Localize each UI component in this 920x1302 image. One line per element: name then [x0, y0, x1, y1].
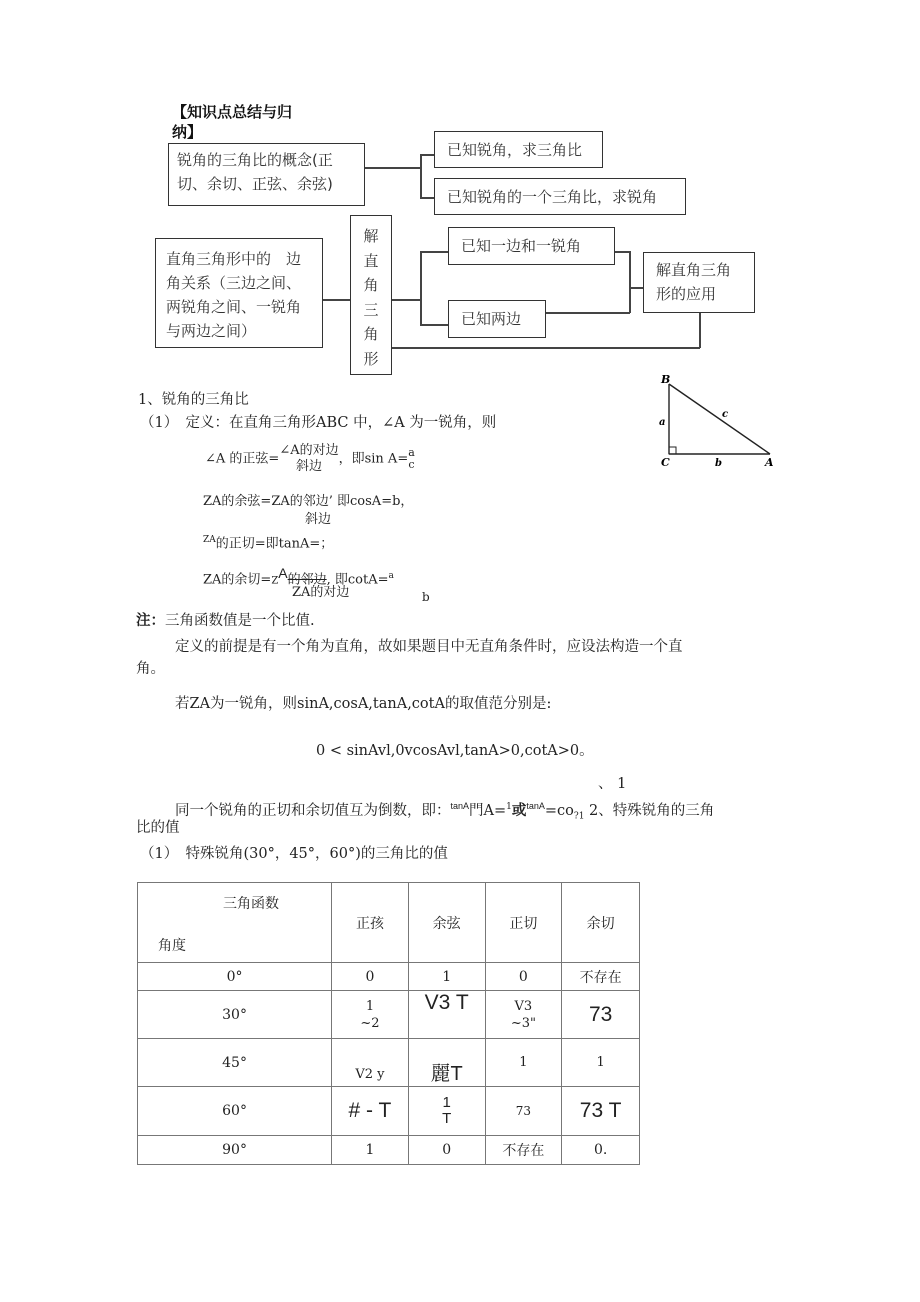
table-row — [138, 1039, 640, 1087]
definition-text: （1） 定义：在直角三角形ABC 中，∠A 为一锐角，则 — [140, 415, 497, 431]
reciprocal-line — [175, 796, 714, 827]
tan-sup: ZA — [203, 535, 216, 545]
value-cell: 73 — [562, 991, 640, 1039]
solve-char: 解 — [363, 227, 379, 245]
one-side-angle-text: 已知一边和一锐角 — [461, 237, 582, 255]
special-angles-subtitle: （1） 特殊锐角(30°，45°，60°)的三角比的值 — [140, 846, 448, 862]
corner-header — [138, 883, 332, 963]
cot-sup: A — [278, 565, 288, 581]
reciprocal-eq-2: =co — [544, 802, 574, 819]
two-sides-text: 已知两边 — [461, 310, 522, 328]
table-row — [138, 963, 640, 991]
connector — [420, 154, 422, 198]
value-cell: 0 — [332, 963, 409, 991]
right-triangle-figure — [655, 372, 785, 472]
value-cell: 1 T — [408, 1087, 485, 1136]
concept-box-line-1: 锐角的三角比的概念(正 — [177, 151, 333, 169]
application-box — [643, 252, 755, 313]
cos-numerator: ZA的邻边’ — [271, 494, 333, 509]
solve-char: 形 — [363, 349, 379, 368]
corner-bottom-label: 角度 — [158, 938, 186, 954]
value-cell: V3 T — [408, 991, 485, 1039]
reciprocal-sub: ?1 — [573, 811, 585, 822]
vertex-a-label: A — [765, 456, 774, 469]
angle-cell: 60° — [138, 1087, 332, 1136]
sin-fraction — [279, 443, 338, 475]
solve-triangle-box — [350, 215, 392, 375]
note-label: 注： — [136, 612, 165, 629]
corner-top-label: 三角函数 — [223, 896, 279, 912]
cot-rsup: a — [388, 571, 394, 581]
connector — [629, 251, 631, 313]
section-2-title-end: 比的值 — [136, 820, 180, 836]
application-line-2: 形的应用 — [656, 285, 717, 303]
sin-ratio-den: c — [408, 458, 415, 471]
connector — [420, 154, 434, 156]
connector — [546, 312, 630, 314]
vertex-c-label: C — [661, 456, 670, 469]
value-cell: 不存在 — [485, 1136, 562, 1165]
col-header-tan: 正切 — [485, 883, 562, 963]
relation-box — [155, 238, 323, 348]
tan-text: 的正切=即tanA=； — [215, 536, 334, 552]
sin-numerator: ∠A的对边 — [279, 443, 339, 458]
premise-paragraph: 定义的前提是有一个角为直角，故如果题目中无直角条件时，应设法构造一个直 — [175, 639, 683, 655]
reciprocal-fragment: 、 1 — [598, 776, 627, 792]
table-header-row — [138, 883, 640, 963]
connector — [615, 251, 630, 253]
known-ratio-text: 已知锐角的一个三角比，求锐角 — [447, 188, 658, 206]
sin-definition — [205, 443, 415, 475]
angle-cell: 30° — [138, 991, 332, 1039]
side-c — [669, 384, 770, 454]
sin-ratio-num: a — [408, 446, 415, 459]
connector — [420, 251, 422, 325]
value-cell: 不存在 — [562, 963, 640, 991]
relation-line-1: 直角三角形中的 边 — [166, 250, 302, 268]
two-sides-box — [448, 300, 546, 338]
value-cell: 1 — [562, 1039, 640, 1087]
cot-denominator: ZA的对边 — [292, 585, 350, 600]
col-header-cot: 余切 — [562, 883, 640, 963]
angle-cell: 0° — [138, 963, 332, 991]
sin-denominator: 斜边 — [295, 459, 322, 474]
connector — [420, 251, 449, 253]
tan-definition — [203, 530, 333, 554]
solve-char: 直 — [363, 251, 379, 270]
cot-strike: 的邻边 — [287, 572, 327, 588]
cot-mid: , 即cotA= — [326, 572, 389, 588]
tan-sup-2: tanA — [526, 801, 545, 811]
solve-char: 角 — [363, 276, 379, 294]
vertex-b-label: B — [661, 373, 671, 386]
note-text: 三角函数值是一个比值. — [165, 613, 315, 629]
value-cell: 1 — [332, 1136, 409, 1165]
known-angle-box — [434, 131, 603, 168]
range-formula: 0 < sinAvl,0vcosAvl,tanA>0,cotA>0。 — [316, 743, 594, 759]
sin-prefix: ∠A 的正弦= — [205, 451, 280, 467]
reciprocal-text: 同一个锐角的正切和余切值互为倒数，即： — [175, 802, 451, 819]
reciprocal-sup: 1 — [506, 802, 512, 812]
or-text: 或 — [511, 801, 527, 819]
connector — [420, 197, 434, 199]
table-row — [138, 991, 640, 1039]
value-cell: 0. — [562, 1136, 640, 1165]
value-cell: 0 — [408, 1136, 485, 1165]
reciprocal-eq-1: 門A= — [469, 802, 507, 819]
concept-box — [168, 143, 365, 206]
connector — [629, 287, 643, 289]
connector — [323, 299, 351, 301]
value-cell: 1 ~2 — [332, 991, 409, 1039]
cot-prefix: ZA的余切= — [203, 572, 272, 588]
value-cell: 0 — [485, 963, 562, 991]
solve-char: 角 — [363, 325, 379, 343]
relation-line-4: 与两边之间） — [166, 322, 257, 340]
angle-cell: 90° — [138, 1136, 332, 1165]
col-header-sin: 正孩 — [332, 883, 409, 963]
side-a-label: a — [659, 417, 666, 428]
note-line — [136, 611, 315, 631]
section-heading — [172, 102, 292, 142]
concept-box-line-2: 切、余切、正弦、余弦) — [177, 175, 333, 193]
value-cell: 1 — [485, 1039, 562, 1087]
table-row — [138, 1087, 640, 1136]
value-cell: # - T — [332, 1087, 409, 1136]
cot-ratio-den: b — [422, 590, 430, 604]
value-cell: 73 T — [562, 1087, 640, 1136]
sin-mid: ，即sin A= — [338, 451, 409, 467]
table-row — [138, 1136, 640, 1165]
angle-cell: 45° — [138, 1039, 332, 1087]
tan-sup-1: tanA — [450, 801, 470, 811]
known-angle-text: 已知锐角，求三角比 — [447, 141, 583, 159]
section-2-title: 2、特殊锐角的三角 — [584, 802, 715, 819]
cos-prefix: ZA的余弦= — [203, 494, 272, 509]
connector — [699, 313, 701, 348]
right-angle-mark — [669, 447, 676, 454]
value-cell: V3 ~3" — [485, 991, 562, 1039]
one-side-angle-box — [448, 227, 615, 265]
value-cell: 1 — [408, 963, 485, 991]
value-cell: V2 y — [332, 1039, 409, 1087]
relation-line-3: 两锐角之间、一锐角 — [166, 298, 302, 316]
side-c-label: c — [722, 409, 729, 420]
value-cell: 麗T — [408, 1039, 485, 1087]
known-ratio-box — [434, 178, 686, 215]
connector — [420, 324, 449, 326]
range-intro: 若ZA为一锐角，则sinA,cosA,tanA,cotA的取值范分别是: — [175, 696, 552, 712]
cot-z: Z — [271, 575, 279, 587]
premise-paragraph-end: 角。 — [136, 661, 165, 677]
application-line-1: 解直角三角 — [656, 261, 732, 279]
connector — [365, 167, 421, 169]
heading-line-2: 纳】 — [172, 123, 203, 141]
connector — [392, 299, 421, 301]
section-1-title: 1、锐角的三角比 — [138, 392, 249, 408]
relation-line-2: 角关系（三边之间、 — [166, 274, 302, 292]
heading-line-1: 【知识点总结与归 — [172, 103, 293, 121]
value-cell: 73 — [485, 1087, 562, 1136]
trig-values-table — [137, 882, 640, 1165]
cos-mid: 即cosA=b， — [337, 494, 414, 509]
connector — [392, 347, 700, 349]
cos-definition — [203, 492, 413, 512]
col-header-cos: 余弦 — [408, 883, 485, 963]
side-b-label: b — [715, 458, 722, 469]
cos-denominator: 斜边 — [305, 512, 332, 527]
solve-char: 三 — [363, 300, 379, 319]
sin-ratio — [408, 447, 415, 471]
